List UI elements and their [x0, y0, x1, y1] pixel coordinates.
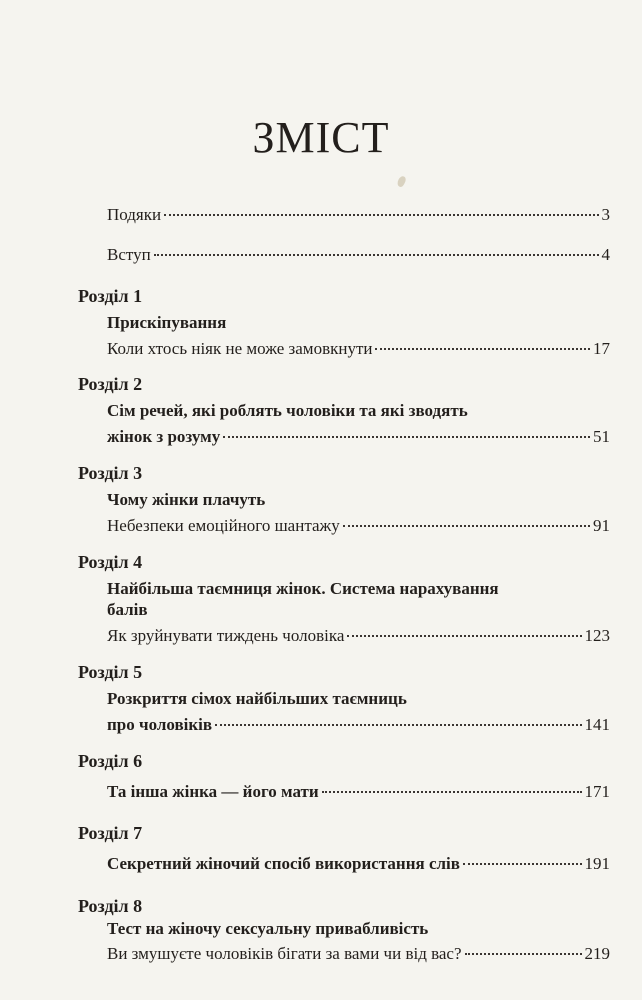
- toc-page-number: 4: [601, 245, 610, 264]
- dot-leader: [347, 617, 581, 637]
- chapter-title-line: Сім речей, які роблять чоловіки та які зводять: [107, 401, 468, 420]
- toc-page-number: 91: [593, 516, 610, 535]
- toc-entry-chapter-1[interactable]: [107, 334, 610, 360]
- chapter-title-line: Прискіпування: [107, 313, 227, 332]
- toc-page-number: 171: [584, 782, 610, 801]
- toc-page-number: 3: [601, 205, 610, 224]
- toc-entry-text: Вступ: [107, 245, 151, 264]
- toc-entry-chapter-3[interactable]: [107, 511, 610, 537]
- toc-entry-chapter-2[interactable]: [107, 422, 610, 448]
- dot-leader: [215, 706, 581, 726]
- dot-leader: [465, 935, 582, 955]
- toc-page-number: 17: [593, 339, 610, 358]
- chapter-subtitle: Як зруйнувати тиждень чоловіка: [107, 626, 345, 645]
- dot-leader: [154, 236, 599, 256]
- chapter-title-line: Розкриття сімох найбільших таємниць: [107, 689, 407, 708]
- chapter-label: Розділ 1: [78, 286, 143, 306]
- dot-leader: [375, 330, 590, 350]
- chapter-title-line: про чоловіків: [107, 715, 213, 734]
- dot-leader: [343, 507, 590, 527]
- dot-leader: [463, 845, 582, 865]
- chapter-title-line: Тест на жіночу сексуальну привабливість: [107, 919, 429, 938]
- chapter-title-line: Та інша жінка — його мати: [107, 782, 319, 801]
- page-title: ЗМІСТ: [252, 113, 390, 162]
- chapter-label: Розділ 7: [78, 823, 143, 843]
- toc-entry-acknowledgements[interactable]: [107, 200, 610, 226]
- toc-entry-introduction[interactable]: [107, 240, 610, 266]
- chapter-title: [107, 578, 610, 600]
- chapter-label: Розділ 3: [78, 463, 143, 483]
- dot-leader: [223, 418, 590, 438]
- toc-entry-chapter-6[interactable]: [107, 777, 610, 803]
- toc-entry-chapter-7[interactable]: [107, 849, 610, 875]
- chapter-title-line: жінок з розуму: [107, 427, 221, 446]
- chapter-label: Розділ 2: [78, 374, 143, 394]
- toc-page-number: 51: [593, 427, 610, 446]
- toc-entry-chapter-5[interactable]: [107, 710, 610, 736]
- chapter-subtitle: Ви змушуєте чоловіків бігати за вами чи від вас?: [107, 944, 462, 963]
- toc-entry-chapter-8[interactable]: [107, 939, 610, 965]
- chapter-label: Розділ 8: [78, 896, 143, 916]
- toc-page-number: 219: [584, 944, 610, 963]
- dot-leader: [322, 773, 582, 793]
- chapter-title-line: балів: [107, 600, 148, 619]
- toc-page-number: 141: [584, 715, 610, 734]
- chapter-title-line: Чому жінки плачуть: [107, 490, 266, 509]
- dot-leader: [164, 196, 598, 216]
- chapter-title-line: Найбільша таємниця жінок. Система нарахування: [107, 579, 499, 598]
- toc-page-number: 123: [584, 626, 610, 645]
- chapter-subtitle: Небезпеки емоційного шантажу: [107, 516, 340, 535]
- toc-page-number: 191: [584, 854, 610, 873]
- chapter-label: Розділ 5: [78, 662, 143, 682]
- chapter-label: Розділ 4: [78, 552, 143, 572]
- toc-entry-text: Подяки: [107, 205, 162, 224]
- chapter-label: Розділ 6: [78, 751, 143, 771]
- toc-entry-chapter-4[interactable]: [107, 621, 610, 647]
- chapter-subtitle: Коли хтось ніяк не може замовкнути: [107, 339, 373, 358]
- chapter-title-line: Секретний жіночий спосіб використання слів: [107, 854, 460, 873]
